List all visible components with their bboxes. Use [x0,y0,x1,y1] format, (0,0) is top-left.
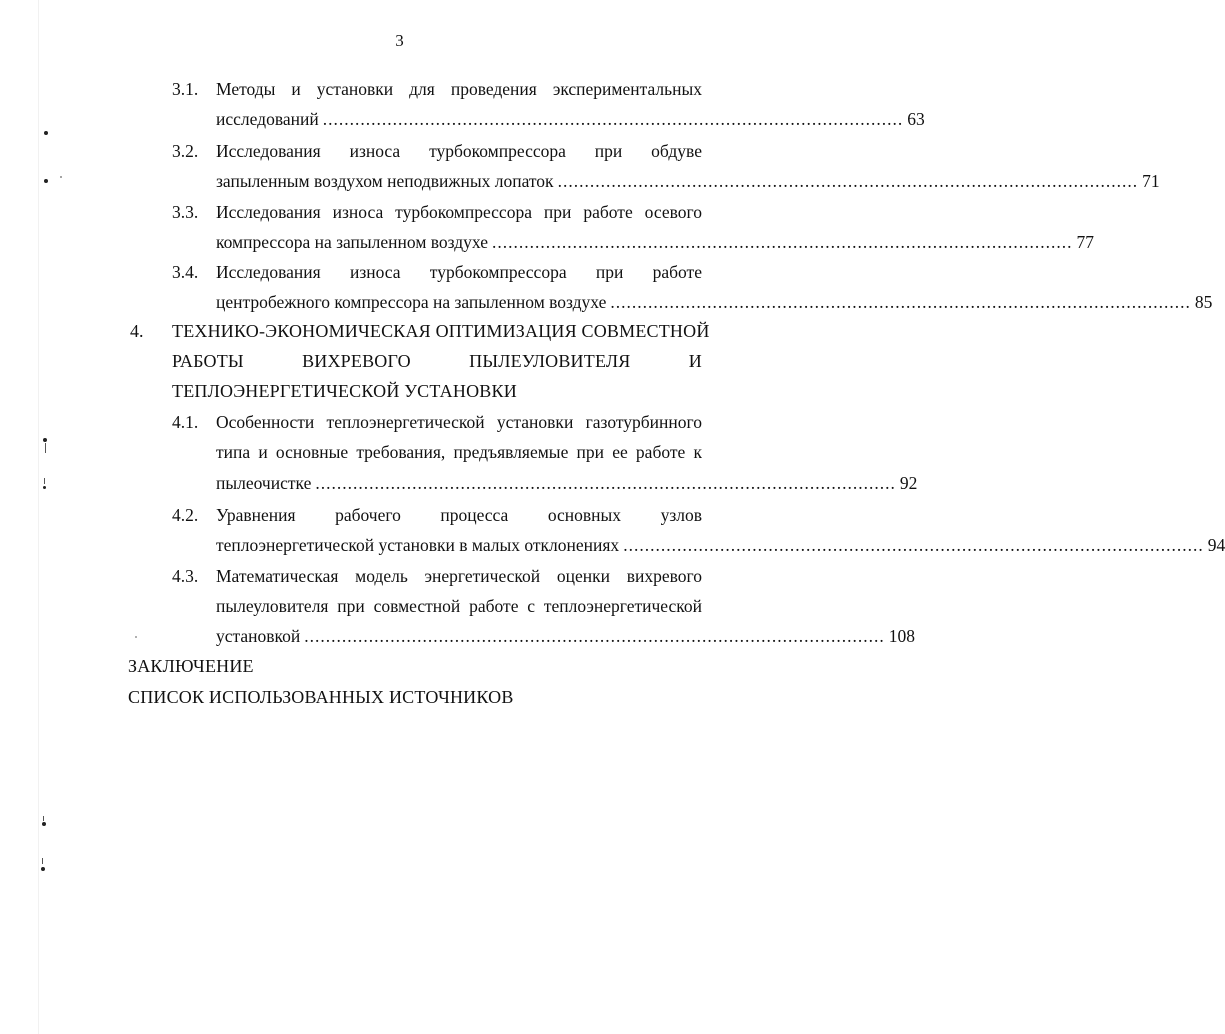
word: обдуве [651,141,702,161]
section-4-1-title-line-1: Особенности теплоэнергетической установки газотурбинного [216,412,702,432]
word: Исследования [216,262,321,282]
word: Методы [216,79,276,99]
chapter-4-title-line-2 [172,350,702,372]
toc-page-ref: 94 [1207,535,1225,555]
scan-speck [44,131,48,135]
toc-page-ref: 108 [888,626,916,646]
toc-entry-text: теплоэнергетической установки в малых отклонениях [216,535,620,555]
toc-page-ref: 71 [1142,171,1160,191]
page-number: 3 [395,31,404,50]
section-3-4-title-line-2 [216,291,1213,313]
scan-margin-line [38,0,39,1034]
toc-entry-text: исследований [216,109,319,129]
scan-speck [43,438,47,442]
scan-speck [42,822,46,826]
chapter-number-4: 4. [130,321,144,341]
toc-entry-text: центробежного компрессора на запыленном воздухе [216,292,607,312]
section-4-1-title-line-2: типа и основные требования, предъявляемые при ее работе к [216,442,702,462]
section-3-2-title-line-2 [216,170,1160,192]
toc-page-ref: 63 [907,109,925,129]
word: ВИХРЕВОГО [302,351,411,371]
word: износа [349,141,401,161]
section-number-4-2: 4.2. [172,505,199,525]
word: И [688,351,702,371]
dot-leader: ............................................................................................................ [304,626,885,646]
scan-speck [43,816,44,821]
section-4-3-title-line-1: Математическая модель энергетической оценки вихревого [216,566,702,586]
word: при [595,262,624,282]
word: износа [349,262,401,282]
section-4-1-title-line-3 [216,472,918,494]
dot-leader: ............................................................................................................ [623,535,1204,555]
chapter-4-title-line-1: ТЕХНИКО-ЭКОНОМИЧЕСКАЯ ОПТИМИЗАЦИЯ СОВМЕСТНОЙ [172,321,710,341]
word: рабочего [335,505,401,525]
scan-speck [44,179,48,183]
section-4-2-title-line-2 [216,534,1225,556]
scan-speck [44,478,45,484]
section-number-3-1: 3.1. [172,79,199,99]
dot-leader: ............................................................................................................ [610,292,1191,312]
section-4-3-title-line-3 [216,625,916,647]
dot-leader: ............................................................................................................ [322,109,904,129]
word: Уравнения [216,505,296,525]
word: ПЫЛЕУЛОВИТЕЛЯ [469,351,631,371]
scan-speck [43,486,46,489]
toc-page-ref: 92 [899,473,918,493]
word: проведения [450,79,537,99]
section-3-1-title-line-2 [216,108,925,130]
scan-speck [60,176,62,178]
section-3-3-title-line-2 [216,231,1095,253]
scan-speck [42,858,43,864]
word: процесса [440,505,509,525]
dot-leader: ............................................................................................................ [315,473,896,493]
section-3-1-title-line-1 [216,78,702,100]
scan-speck [41,867,45,871]
scan-speck [45,443,46,453]
toc-page-ref: 77 [1076,232,1095,252]
scan-speck [135,636,137,638]
word: турбокомпрессора [429,262,567,282]
word: РАБОТЫ [172,351,244,371]
word: узлов [660,505,702,525]
word: Исследования [216,141,321,161]
section-number-4-1: 4.1. [172,412,199,432]
section-number-3-4: 3.4. [172,262,199,282]
word: и [291,79,301,99]
conclusion-heading: ЗАКЛЮЧЕНИЕ [128,656,254,676]
toc-entry-text: установкой [216,626,301,646]
word: для [409,79,435,99]
word: работе [652,262,702,282]
word: при [594,141,623,161]
section-3-4-title-line-1 [216,261,702,283]
toc-entry-text: пылеочистке [216,473,312,493]
section-4-2-title-line-1 [216,504,702,526]
section-number-4-3: 4.3. [172,566,199,586]
word: основных [547,505,622,525]
chapter-4-title-line-3: ТЕПЛОЭНЕРГЕТИЧЕСКОЙ УСТАНОВКИ [172,381,517,401]
word: экспериментальных [552,79,702,99]
section-3-2-title-line-1 [216,140,702,162]
toc-entry-text: запыленным воздухом неподвижных лопаток [216,171,554,191]
section-number-3-2: 3.2. [172,141,199,161]
references-heading: СПИСОК ИСПОЛЬЗОВАННЫХ ИСТОЧНИКОВ [128,687,514,707]
toc-page-ref: 85 [1194,292,1213,312]
section-4-3-title-line-2: пылеуловителя при совместной работе с теплоэнергетической [216,596,702,616]
section-3-3-title-line-1: Исследования износа турбокомпрессора при работе осевого [216,202,702,222]
word: установки [316,79,394,99]
toc-entry-text: компрессора на запыленном воздухе [216,232,489,252]
dot-leader: ............................................................................................................ [492,232,1073,252]
dot-leader: ............................................................................................................ [557,171,1139,191]
section-number-3-3: 3.3. [172,202,199,222]
word: турбокомпрессора [429,141,566,161]
